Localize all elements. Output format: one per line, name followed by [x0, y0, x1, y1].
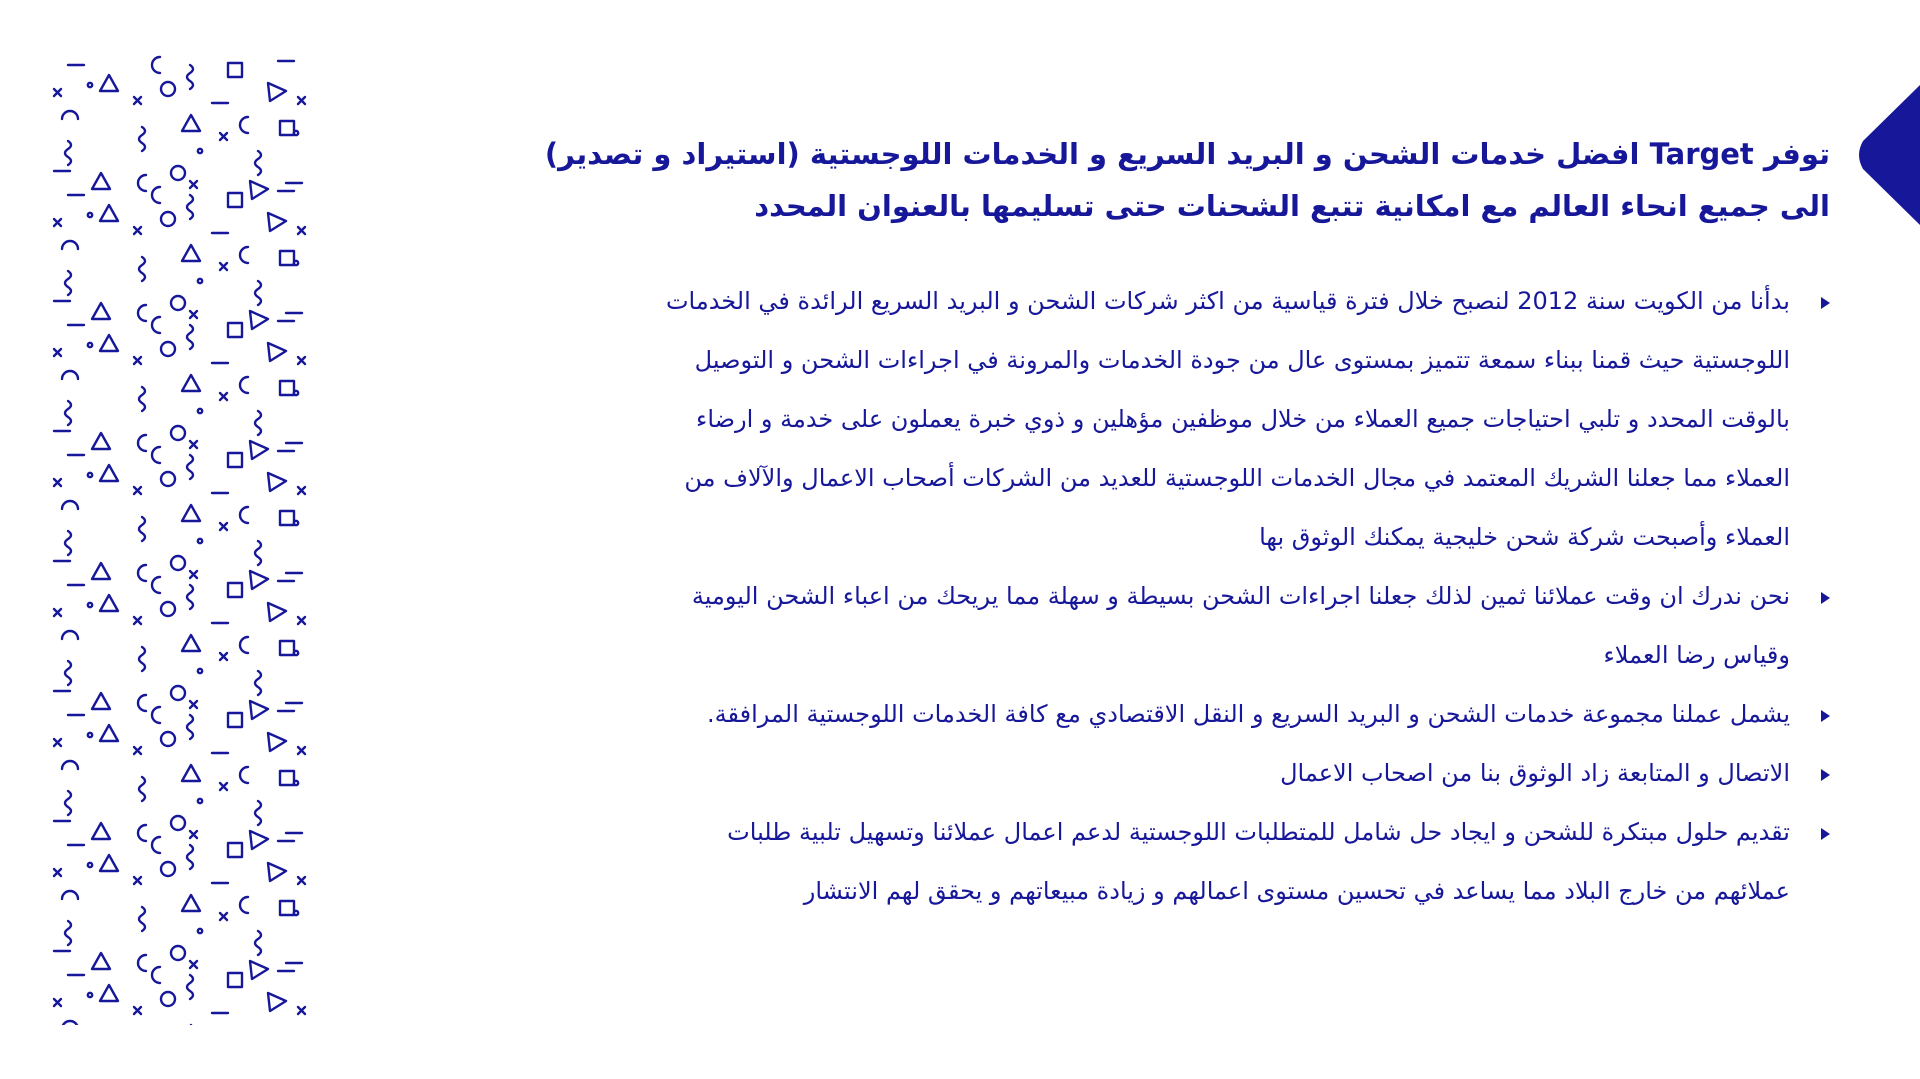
list-item-line: بالوقت المحدد و تلبي احتياجات جميع العملاء من خلال موظفين مؤهلين و ذوي خبرة يعملون على خدمة و ارضاء — [696, 405, 1790, 433]
bullet-arrow-icon — [1821, 769, 1830, 781]
services-list — [430, 272, 1830, 921]
geometric-pattern-icon — [50, 55, 380, 1025]
page-headline — [430, 128, 1830, 232]
bullet-arrow-icon — [1821, 592, 1830, 604]
list-item-line: يشمل عملنا مجموعة خدمات الشحن و البريد السريع و النقل الاقتصادي مع كافة الخدمات اللوجستية المرافقة. — [707, 700, 1790, 728]
list-item — [430, 685, 1830, 744]
headline-line-2: الى جميع انحاء العالم مع امكانية تتبع الشحنات حتى تسليمها بالعنوان المحدد — [754, 189, 1830, 223]
bullet-arrow-icon — [1821, 710, 1830, 722]
list-item — [430, 567, 1830, 685]
list-item-line: اللوجستية حيث قمنا ببناء سمعة تتميز بمستوى عال من جودة الخدمات والمرونة في اجراءات الشحن و التوصيل — [694, 346, 1790, 374]
main-content — [430, 128, 1830, 921]
list-item-line: العملاء مما جعلنا الشريك المعتمد في مجال الخدمات اللوجستية للعديد من الشركات أصحاب الاعمال والآلاف من — [684, 464, 1790, 492]
list-item-line: نحن ندرك ان وقت عملائنا ثمين لذلك جعلنا اجراءات الشحن بسيطة و سهلة مما يريحك من اعباء الشحن اليومية — [691, 582, 1790, 610]
list-item-line: وقياس رضا العملاء — [1603, 641, 1790, 669]
chevron-tab-icon — [1855, 85, 1920, 225]
headline-line-1: توفر Target افضل خدمات الشحن و البريد السريع و الخدمات اللوجستية (استيراد و تصدير) — [544, 137, 1830, 171]
bullet-arrow-icon — [1821, 828, 1830, 840]
list-item-line: الاتصال و المتابعة زاد الوثوق بنا من اصحاب الاعمال — [1280, 759, 1790, 787]
doodle-pattern — [50, 55, 380, 1025]
list-item-line: عملائهم من خارج البلاد مما يساعد في تحسين مستوى اعمالهم و زيادة مبيعاتهم و يحقق لهم الانتشار — [803, 877, 1790, 905]
list-item-line: العملاء وأصبحت شركة شحن خليجية يمكنك الوثوق بها — [1259, 523, 1790, 551]
list-item — [430, 803, 1830, 921]
list-item-line: تقديم حلول مبتكرة للشحن و ايجاد حل شامل للمتطلبات اللوجستية لدعم اعمال عملائنا وتسهيل تلبية طلبات — [727, 818, 1790, 846]
list-item-line: بدأنا من الكويت سنة 2012 لنصبح خلال فترة قياسية من اكثر شركات الشحن و البريد السريع الرائدة في الخدمات — [665, 287, 1790, 315]
bullet-arrow-icon — [1821, 297, 1830, 309]
corner-tab — [1855, 85, 1920, 225]
list-item — [430, 744, 1830, 803]
list-item — [430, 272, 1830, 567]
